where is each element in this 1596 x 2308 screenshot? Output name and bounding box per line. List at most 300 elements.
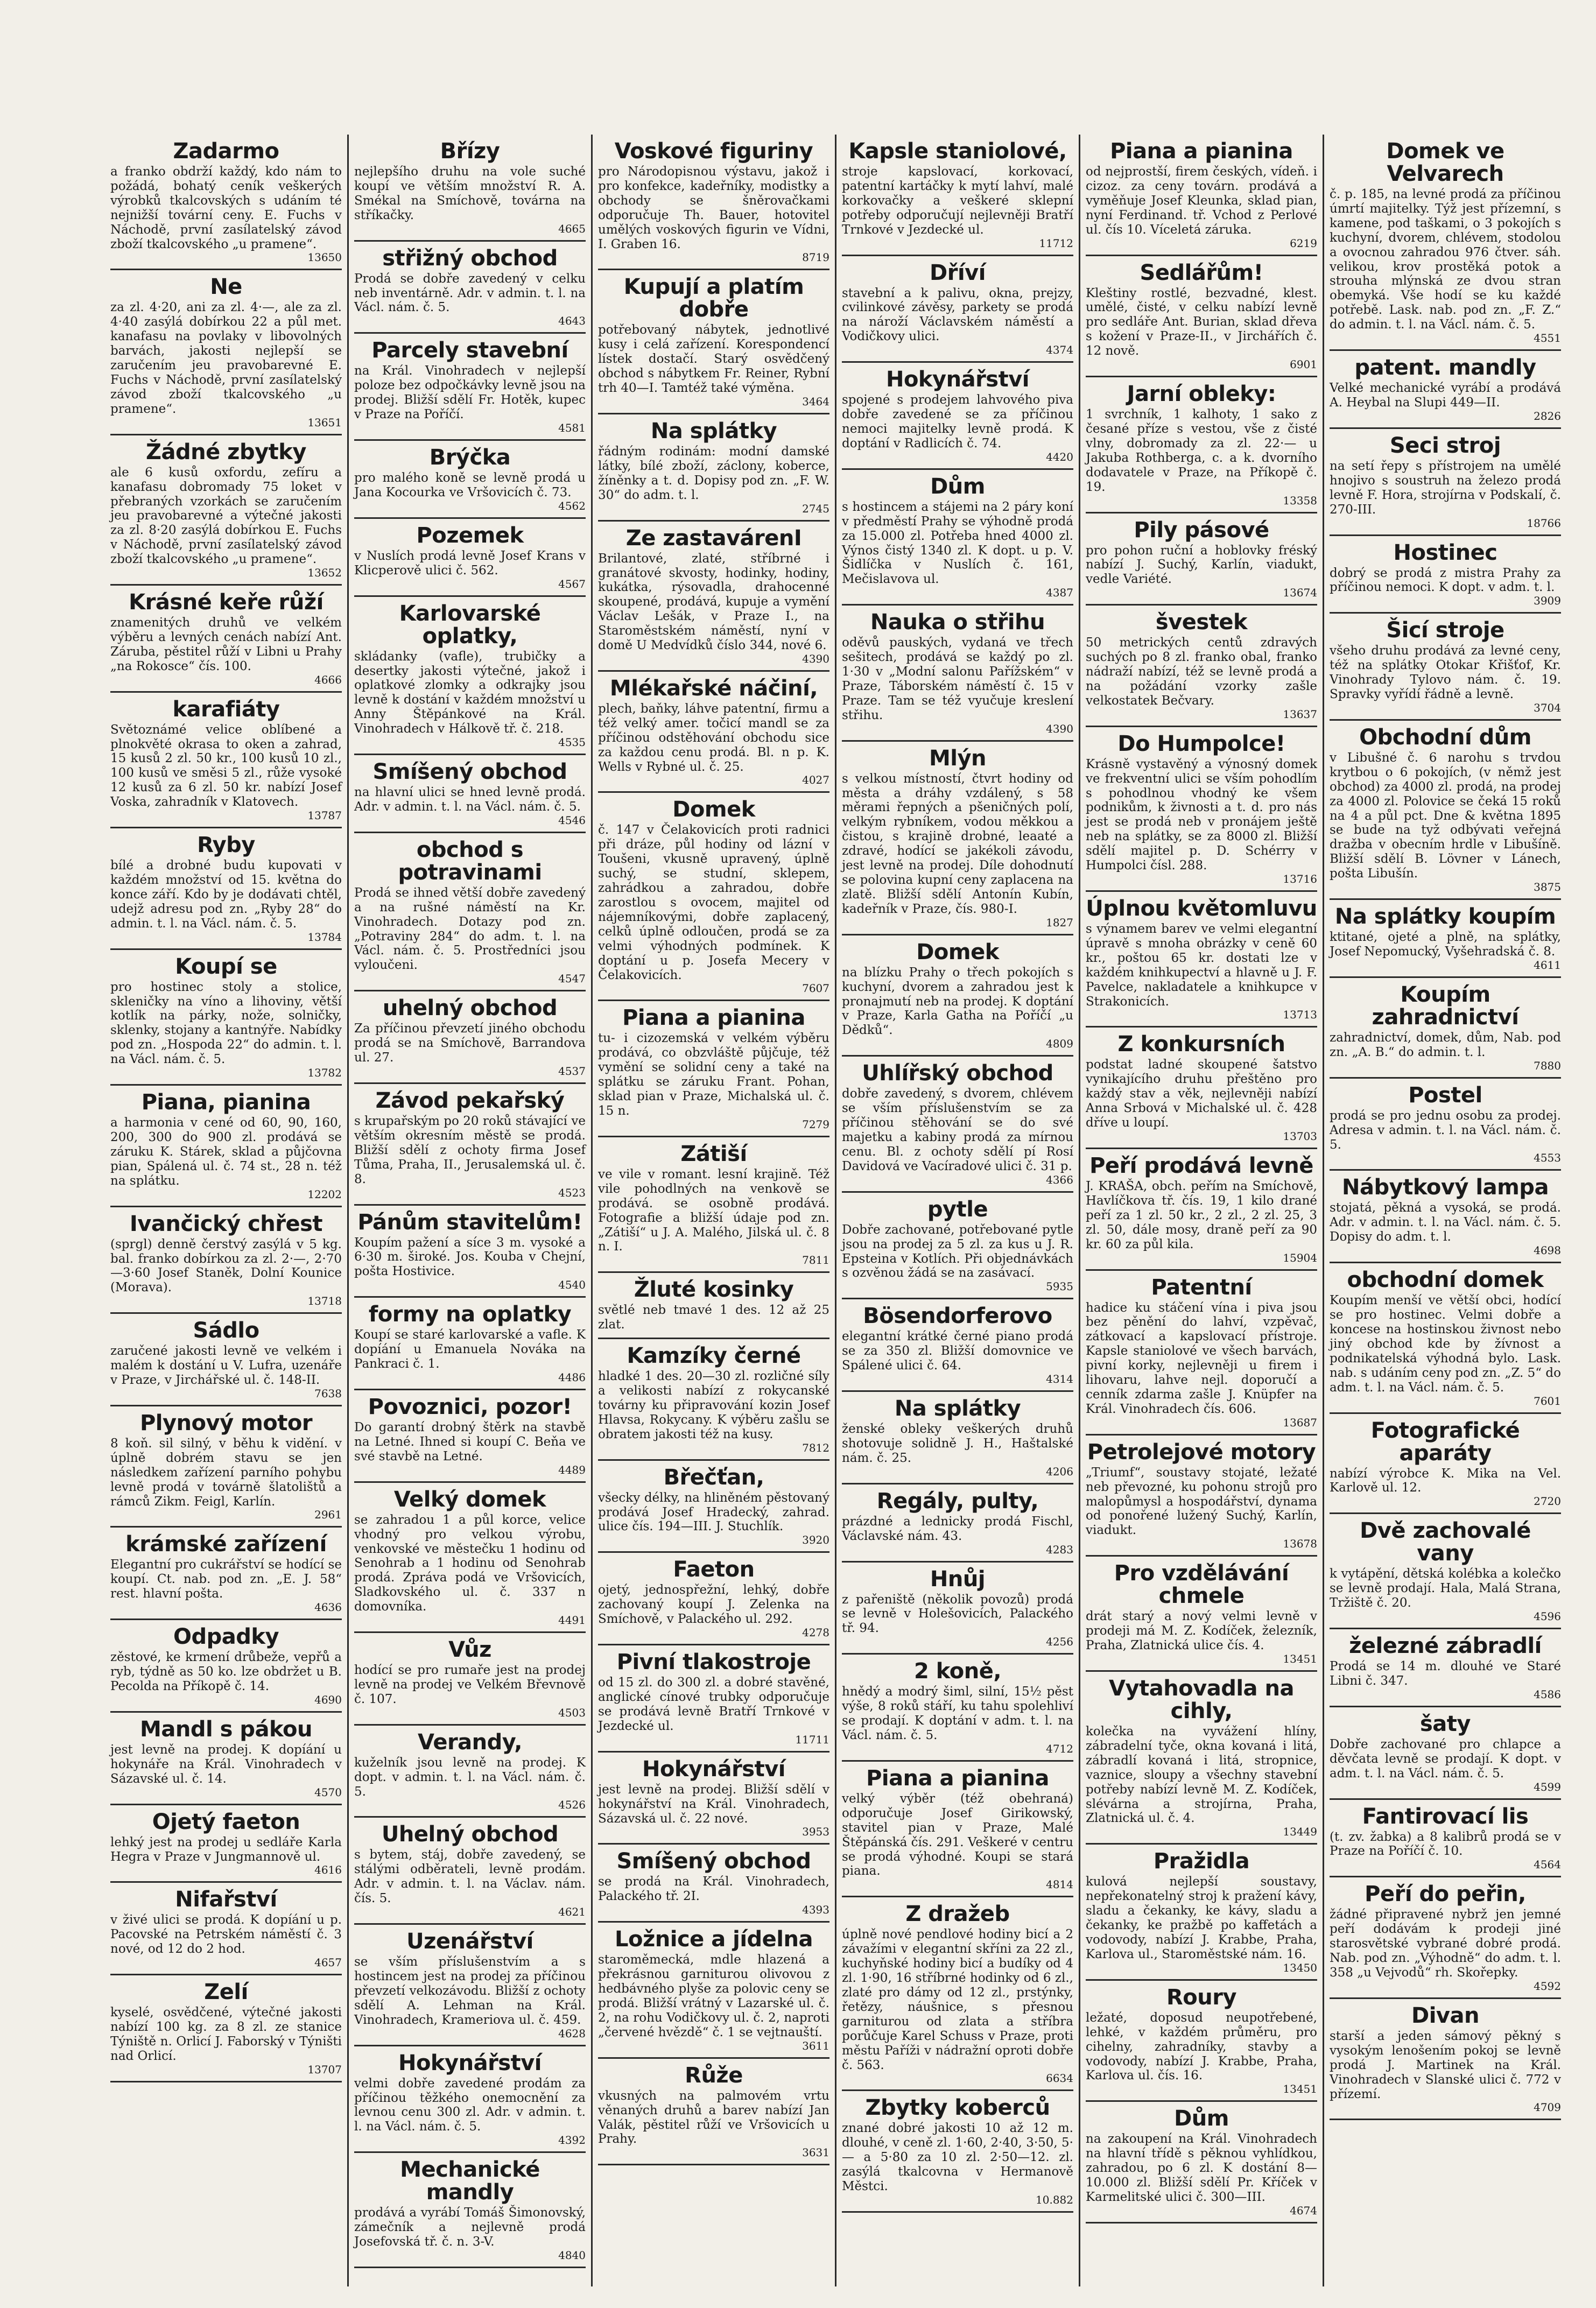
ad-title: Krásné keře růží: [129, 590, 324, 615]
classified-ad: [354, 1818, 586, 1925]
classified-ad: [1086, 606, 1317, 727]
classified-ad: [842, 256, 1073, 363]
ad-title: Roury: [1166, 1985, 1237, 2010]
ad-reference-number: 4283: [1046, 1543, 1073, 1556]
ad-column: [1080, 135, 1324, 2286]
ad-title: Hokynářství: [398, 2050, 542, 2075]
classified-ad: [1086, 2102, 1317, 2223]
ad-text: zahradnictví, domek, dům, Nab. pod zn. „A. B.“ do admin. t. l.: [1330, 1030, 1561, 1059]
ad-title: Nauka o střihu: [870, 610, 1045, 635]
ad-text: v Nuslích prodá levně Josef Krans v Klicperově ulici č. 562.: [354, 548, 586, 578]
ad-reference-number: 4387: [1046, 586, 1073, 600]
classified-ad: [842, 1392, 1073, 1484]
ad-reference-number: 13787: [307, 809, 342, 822]
ad-reference-number: 13674: [1283, 586, 1317, 600]
ad-reference-number: 4581: [558, 421, 586, 434]
ad-reference-number: 4698: [1534, 1244, 1561, 1257]
ad-reference-number: 13651: [307, 416, 342, 429]
ad-reference-number: 4392: [558, 2134, 586, 2147]
ad-reference-number: 13784: [307, 930, 342, 944]
ad-title: Povoznici, pozor!: [368, 1394, 572, 1419]
ad-reference-number: 4027: [802, 773, 829, 787]
ad-reference-number: 3909: [1534, 594, 1561, 608]
ad-reference-number: 13652: [307, 566, 342, 580]
classified-ad: [1330, 1629, 1561, 1707]
ad-title: Uhlířský obchod: [862, 1061, 1053, 1086]
ad-title: Odpadky: [173, 1624, 279, 1650]
classified-ad: [598, 135, 829, 270]
ad-title: Piana a pianina: [622, 1005, 805, 1031]
ad-text: kyselé, osvědčené, výtečné jakosti nabízí 100 kg. za 8 zl. ze stanice Týniště n. Orlicí J. Faborský v Týništi nad Orlicí.: [110, 2006, 342, 2063]
ad-text: prodá se pro jednu osobu za prodej. Adresa v admin. t. l. na Václ. nám. č. 5.: [1330, 1108, 1561, 1152]
ad-reference-number: 4278: [802, 1626, 829, 1639]
ad-title: Bösendorferovo: [863, 1304, 1052, 1329]
ad-text: Prodá se 14 m. dlouhé ve Staré Libni č. 347.: [1330, 1659, 1561, 1688]
ad-reference-number: 4489: [558, 1463, 586, 1476]
classified-ad: [110, 1207, 342, 1314]
ad-text: (t. zv. žabka) a 8 kalibrů prodá se v Praze na Poříčí č. 10.: [1330, 1829, 1561, 1859]
classified-ad: [1330, 1877, 1561, 1999]
ad-title: Nifařství: [175, 1887, 277, 1912]
classified-ad: [110, 1086, 342, 1207]
ad-text: hnědý a modrý šiml, silní, 15½ pěst výše, 8 roků stáří, ku tahu spolehliví se prodají. K doptání v adm. t. l. na Václ. nám. č. 5.: [842, 1685, 1073, 1742]
ad-text: č. p. 185, na levné prodá za příčinou úmrtí majitelky. Týž jest přízemní, s kamene, pod taškami, o 3 pokojích s kuchyní, dvorem, chlévem, stodolou a ovocnou zahradou 976 čtver. sáh. velikou, krov prostěká potok a strouha mlýnská ze dvou stran obemyká. Vše hodí se ku každé potřebě. Lask. nab. pod zn. „F. Z.“ do admin. t. l. na Václ. nám. č. 5.: [1330, 187, 1561, 332]
ad-text: Koupím menší ve větší obci, hodící se pro hostinec. Velmi dobře a koncese na hostinskou živnost nebo jiný obchod kde by žívnost a podnikatelská výhodná bylo. Lask. nab. s udáním ceny pod zn. „Z. 5“ do adm. t. l. na Václ. nám. č. 5.: [1330, 1293, 1561, 1395]
ad-text: Krásně vystavěný a výnosný domek ve frekventní ulici se vším pohodlím s pohodlnou vhodný ke všem podnikům, k živnosti a t. d. pro nás jest se prodá neb v pronájem ještě neb na splátky, se za 8000 zl. Bližší sdělí majitel p. D. Schérry v Humpolci čísl. 288.: [1086, 757, 1317, 873]
ad-text: skládanky (vafle), trubičky a desertky jakosti výtečné, jakož i oplatkové zlomky a odkrajky jsou levně k dostání v každém množství u Anny Štěpánkové na Král. Vinohradech v Hálkově tř. č. 218.: [354, 649, 586, 736]
ad-text: všecky délky, na hliněném pěstovaný prodává Josef Hradecký, zahrad. ulice čís. 194—III. J. Stuchlík.: [598, 1490, 829, 1534]
ad-text: (sprgl) denně čerstvý zasýlá v 5 kg. bal. franko dobírkou za zl. 2·—, 2·70—3·60 Josef Staněk, Dolní Kounice (Morava).: [110, 1237, 342, 1295]
ad-text: se vším příslušenstvím a s hostincem jest na prodej za příčinou převzetí velkozávodu. Bližší z ochoty sdělí A. Lehman na Král. Vinohradech, Krameriova ul. č. 459.: [354, 1955, 586, 2027]
ad-reference-number: 13358: [1283, 494, 1317, 507]
ad-text: Za příčinou převzetí jiného obchodu prodá se na Smíchově, Barrandova ul. 27.: [354, 1022, 586, 1065]
ad-reference-number: 11711: [795, 1733, 829, 1746]
ad-title: Hnůj: [930, 1566, 986, 1592]
ad-reference-number: 4712: [1046, 1742, 1073, 1755]
ad-reference-number: 4535: [558, 736, 586, 749]
ad-reference-number: 4374: [1046, 343, 1073, 357]
classified-ad: [110, 586, 342, 693]
ad-reference-number: 5935: [1046, 1280, 1073, 1293]
ad-reference-number: 13637: [1283, 707, 1317, 721]
ad-title: Šicí stroje: [1386, 618, 1504, 643]
ad-title: Pražidla: [1153, 1849, 1250, 1874]
ad-reference-number: 7880: [1534, 1059, 1561, 1072]
ad-reference-number: 4390: [1046, 722, 1073, 735]
ad-reference-number: 4690: [314, 1693, 342, 1706]
ad-text: spojené s prodejem lahvového piva dobře zavedené se za příčinou nemoci majitelky levně prodá. K doptání v Radlicích č. 74.: [842, 393, 1073, 451]
ad-column: [836, 135, 1080, 2286]
ad-text: Prodá se ihned větší dobře zavedený a na rušné náměstí na Kr. Vinohradech. Dotazy pod zn. „Potraviny 284“ do adm. t. l. na Václ. nám. č. 5. Prostředníci jsou vyloučeni.: [354, 885, 586, 973]
ad-reference-number: 4628: [558, 2026, 586, 2040]
ad-title: Kupují a platím dobře: [623, 275, 804, 322]
ad-title: Regály, pulty,: [876, 1488, 1039, 1514]
ad-title: Voskové figuriny: [614, 139, 813, 164]
ad-reference-number: 4503: [558, 1706, 586, 1719]
ad-title: Fantirovací lis: [1362, 1804, 1529, 1829]
ad-text: zěstové, ke krmení drůbeže, vepřů a ryb, týdně as 50 ko. lze obdržet u B. Pecolda na Příkopě č. 14.: [110, 1650, 342, 1693]
classified-ad: [110, 1805, 342, 1883]
ad-text: ale 6 kusů oxfordu, zefíru a kanafasu dobromady 75 loket v přebraných vzorkách se zaručením jeu pravobarevné a výtečné jakosti za zl. 8·20 zasýlá dobírkou E. Fuchs v Náchodě, první zasílatelský závod zboží tkalcovského „u pramene“.: [110, 465, 342, 567]
classified-ad: [354, 1298, 586, 1390]
classified-ad: [110, 1406, 342, 1528]
ad-text: na setí řepy s přístrojem na umělé hnojivo s soustruh na železo prodá levně F. Hora, strojírna v Podskalí, č. 270-III.: [1330, 459, 1561, 517]
classified-ad: [110, 950, 342, 1086]
ad-text: jest levně na prodej. Bližší sdělí v hokynářství na Král. Vinohradech, Sázavská ul. č. 22 nové.: [598, 1782, 829, 1826]
ad-reference-number: 3631: [802, 2146, 829, 2159]
ad-reference-number: 4551: [1534, 332, 1561, 345]
ad-text: podstat ladné skoupené šatstvo vynikajícího druhu přeštěno pro každý stav a věk, nejlevněji nabízí Anna Srbová v Michalské ul. č. 428 dříve u loupí.: [1086, 1058, 1317, 1130]
ad-reference-number: 4592: [1534, 1979, 1561, 1993]
ad-text: elegantní krátké černé piano prodá se za 350 zl. Bližší domovnice ve Spálené ulici č. 64.: [842, 1329, 1073, 1373]
classified-ad: [842, 1897, 1073, 2091]
ad-title: Zbytky koberců: [865, 2095, 1050, 2121]
ad-reference-number: 4643: [558, 314, 586, 328]
ad-reference-number: 13703: [1283, 1129, 1317, 1143]
classified-ad: [354, 1483, 586, 1633]
classified-ad: [598, 1645, 829, 1753]
ad-text: jest levně na prodej. K dopíání u hokynáře na Král. Vinohradech v Sázavské ul. č. 14.: [110, 1742, 342, 1786]
ad-reference-number: 13687: [1283, 1416, 1317, 1429]
classified-ad: [1086, 727, 1317, 892]
ad-text: od nejprostší, firem českých, vídeň. i cizoz. za ceny továrn. prodává a vyměňuje Josef Kleunka, sklad pian, nyní Ferdinand. tř. Vchod z Perlové ul. čís 10. Víceletá záruka.: [1086, 165, 1317, 237]
ad-text: stojatá, pěkná a vysoká, se prodá. Adr. v admin. t. l. na Václ. nám. č. 5. Dopisy do adm. t. l.: [1330, 1201, 1561, 1244]
classified-ad: [1330, 135, 1561, 351]
ad-title: Parcely stavební: [371, 338, 568, 363]
ad-text: starší a jeden sámový pěkný s vysokým lenošením pokoj se levně prodá J. Martinek na Král. Vinohradech v Slanské ulici č. 772 v přízemí.: [1330, 2029, 1561, 2101]
classified-ad: [354, 334, 586, 441]
ad-title: patent. mandly: [1354, 355, 1536, 381]
ad-title: Z konkursních: [1117, 1032, 1285, 1057]
ad-reference-number: 2720: [1534, 1495, 1561, 1508]
classified-ad: [354, 1206, 586, 1298]
ad-reference-number: 13718: [307, 1294, 342, 1308]
classified-ad: [1330, 900, 1561, 978]
ad-reference-number: 4611: [1534, 958, 1561, 972]
ad-title: Hokynářství: [885, 367, 1030, 392]
ad-title: obchod s potravinami: [398, 837, 542, 885]
ad-text: velký výběr (též obehraná) odporučuje Josef Girikowský, stavitel pian v Praze, Malé Štěpánská čís. 291. Veškeré v centru se prodá výhodné. Koupi se stará piana.: [842, 1791, 1073, 1878]
ad-reference-number: 4616: [314, 1863, 342, 1877]
ad-title: Peří do peřin,: [1365, 1882, 1526, 1907]
ad-title: Brýčka: [429, 445, 511, 470]
ad-title: Pánům stavitelům!: [357, 1209, 582, 1235]
ad-text: hadice ku stáčení vína i piva jsou bez pěnění do lahví, vzpěvač, zátkovací a kapslovací přístroje. Kapsle staniolové ve všech barvách, pivní korky, nejlevněji u firem i lihovaru, lahve nejl. doporučí a cenník zdarma zašle J. Knüpfer na Král. Vinohradech čís. 606.: [1086, 1300, 1317, 1416]
ad-text: ženské obleky veškerých druhů shotovuje solidně J. H., Haštalské nám. č. 25.: [842, 1422, 1073, 1465]
ad-title: Koupí se: [175, 954, 277, 979]
classified-ad: [1330, 1800, 1561, 1878]
ad-title: Úplnou květomluvu: [1086, 896, 1317, 921]
ad-reference-number: 13450: [1283, 1961, 1317, 1974]
classified-ad: [110, 1314, 342, 1406]
ad-reference-number: 4491: [558, 1614, 586, 1627]
ad-title: Žluté kosinky: [634, 1277, 794, 1303]
classified-ad: [354, 441, 586, 519]
ad-title: Domek: [916, 939, 999, 965]
ad-title: Sádlo: [193, 1318, 259, 1343]
classified-ad: [598, 1339, 829, 1461]
ad-reference-number: 15904: [1283, 1251, 1317, 1264]
ad-title: Pozemek: [416, 523, 524, 548]
ad-text: Dobře zachované, potřebované pytle jsou na prodej za 5 zl. za kus u J. R. Epsteina v Kotlích. Při objednávkách s ozvěnou žádá se na zasávací.: [842, 1222, 1073, 1280]
ad-title: Ryby: [197, 833, 255, 858]
classified-ad: [842, 1484, 1073, 1563]
ad-column: [593, 135, 836, 2286]
ad-title: Uhelný obchod: [381, 1822, 559, 1847]
ad-title: Velký domek: [393, 1487, 546, 1512]
classified-ad: [1330, 429, 1561, 536]
classified-ad: [354, 2046, 586, 2154]
ad-text: od 15 zl. do 300 zl. a dobré stavěné, anglické cínové trubky odporučuje se prodává levně Bratří Trnkové v Jezdecké ul.: [598, 1676, 829, 1733]
ad-title: Domek: [672, 797, 755, 822]
ad-reference-number: 4564: [1534, 1858, 1561, 1871]
ad-text: dobře zavedený, s dvorem, chlévem se vším příslušenstvím se za příčinou stěhování se do své majetku a kabiny prodá za mírnou cenu. Bl. z ochoty sdělí pí Rosí Davidová ve Vacíradové ulici č. 31 p.: [842, 1087, 1073, 1173]
classified-ad: [842, 935, 1073, 1057]
ad-title: Ivančický chřest: [129, 1211, 323, 1236]
ad-title: Postel: [1408, 1082, 1482, 1108]
ad-title: Na splátky: [650, 418, 777, 444]
ad-text: ktitané, ojeté a plně, na splátky, Josef Nepomucký, Vyšehradská č. 8.: [1330, 930, 1561, 959]
ad-reference-number: 4537: [558, 1065, 586, 1078]
classified-ad: [354, 242, 586, 334]
classified-ad: [598, 522, 829, 672]
ad-text: Brilantové, zlaté, stříbrné i granátové skvosty, hodinky, hodiny, kukátka, rýsovadla, drahocenné skoupené, prodává, kupuje a vymění Václav Lešák, v Praze I., na Staroměstském náměstí, nyní v domě U Medvídků číslo 344, nové 6.: [598, 551, 829, 653]
classified-ad: [1330, 1999, 1561, 2121]
ad-text: oděvů pauských, vydaná ve třech sešitech, prodává se každý po zl. 1·30 v „Modní salonu Pařížském“ v Praze, Táborském náměstí č. 15 v Praze. Tam se též vyučuje kreslení střihu.: [842, 636, 1073, 722]
ad-reference-number: 13451: [1283, 1652, 1317, 1665]
ad-text: velmi dobře zavedené prodám za příčinou těžkého onemocnění za levnou cenu 300 zl. Adr. v admin. t. l. na Václ. nám. č. 5.: [354, 2076, 586, 2134]
ad-text: J. KRAŠA, obch. peřím na Smíchově, Havlíčkova tř. čís. 19, 1 kilo drané peří za 1 zl. 50 kr., 2 zl., 2 zl. 25, 3 zl. 50, dále mosy, draně peří za 90 kr. 60 za půl kila.: [1086, 1179, 1317, 1251]
ad-text: Koupí se staré karlovarské a vafle. K dopíání u Emanuela Nováka na Pankraci č. 1.: [354, 1328, 586, 1371]
classified-ad: [842, 1762, 1073, 1897]
ad-reference-number: 18766: [1527, 516, 1561, 530]
ad-title: formy na oplatky: [368, 1302, 572, 1327]
ad-text: stavební a k palivu, okna, prejzy, cvilinkové závěsy, parkety se prodá na nároží Václavském náměstí a Vodičkovy ulici.: [842, 286, 1073, 344]
classified-ad: [598, 1137, 829, 1273]
ad-title: 2 koně,: [913, 1659, 1002, 1684]
ad-text: 8 koň. sil silný, v běhu k vidění. v úplně dobrém stavu se jen následkem zařízení parního pohybu levně prodá v továrně šlatolištů a rámců Zikm. Feigl, Karlín.: [110, 1436, 342, 1509]
ad-reference-number: 4540: [558, 1278, 586, 1292]
classified-ad: [110, 1528, 342, 1620]
classified-ad: [1086, 1557, 1317, 1672]
ad-column: [105, 135, 349, 2286]
ad-title: šaty: [1420, 1711, 1471, 1736]
classified-ad: [110, 1620, 342, 1713]
classified-ad: [110, 1975, 342, 2082]
ad-reference-number: 4256: [1046, 1635, 1073, 1649]
classified-ad: [598, 1553, 829, 1645]
classified-ad: [842, 1299, 1073, 1392]
ad-reference-number: 4840: [558, 2248, 586, 2262]
ad-text: pro pohon ruční a hoblovky fréský nabízí J. Suchý, Karlín, viadukt, vedle Variété.: [1086, 543, 1317, 587]
ad-text: s krupařským po 20 roků stávající ve větším okresním městě se prodá. Bližší sdělí z ochoty firma Josef Tůma, Praha, II., Jerusalemská ul. č. 8.: [354, 1114, 586, 1186]
ad-reference-number: 3875: [1534, 881, 1561, 894]
classified-ad: [1330, 1514, 1561, 1629]
ad-text: stroje kapslovací, korkovací, patentní kartáčky k mytí lahví, malé korkovačky a veškeré sklepní potřeby odporučují nejlevněji Bratří Trnkové v Jezdecké ul.: [842, 165, 1073, 237]
ad-reference-number: 4366: [1046, 1173, 1073, 1186]
ad-title: Verandy,: [418, 1729, 522, 1755]
ad-reference-number: 6219: [1290, 236, 1317, 250]
ad-title: Uzenářství: [406, 1929, 533, 1954]
classified-ad: [1330, 1414, 1561, 1515]
ad-title: Domek ve Velvarech: [1386, 139, 1504, 186]
ad-text: Dobře zachované pro chlapce a děvčata levně se prodají. K dopt. v adm. t. l. na Václ. nám. č. 5.: [1330, 1737, 1561, 1781]
ad-text: hodící se pro rumaře jest na prodej levně na prodej ve Velkém Břevnově č. 107.: [354, 1663, 586, 1706]
classified-ad: [1330, 1171, 1561, 1263]
classified-ad: [110, 270, 342, 435]
ad-title: pytle: [927, 1197, 988, 1222]
ad-reference-number: 4547: [558, 972, 586, 986]
ad-title: Ze zastavárenⅠ: [625, 525, 802, 551]
ad-reference-number: 4666: [314, 673, 342, 686]
classified-ad: [1086, 1845, 1317, 1980]
ad-reference-number: 4599: [1534, 1780, 1561, 1793]
ad-title: Na splátky koupím: [1334, 904, 1556, 930]
ad-reference-number: 4390: [802, 652, 829, 665]
ad-reference-number: 7812: [802, 1441, 829, 1454]
ad-column: [349, 135, 593, 2286]
ad-title: Vytahovadla na cihly,: [1109, 1676, 1294, 1723]
ad-text: řádným rodinám: modní damské látky, bílé zboží, záclony, koberce, žíněnky a t. d. Dopisy pod zn. „F. W. 30“ do adm. t. l.: [598, 444, 829, 502]
classified-ad: [1330, 1707, 1561, 1800]
ad-text: „Triumf“, soustavy stojaté, ležaté neb převozné, ku pohonu strojů pro malopůmysl a hospodářství, dynama od ponořené lužený Suchý, Karlín, viadukt.: [1086, 1465, 1317, 1538]
ad-text: Kleštiny rostlé, bezvadné, klest. umělé, čisté, v celku nabízí levně pro sedláře Ant. Burian, sklad dřeva s kožení v Praze-II., v Jirchářích č. 12 nově.: [1086, 286, 1317, 358]
classified-ad: [354, 991, 586, 1084]
ad-text: zaručené jakosti levně ve velkém i malém k dostání u V. Lufra, uzenáře v Praze, v Jirchářské ul. č. 148-II.: [110, 1344, 342, 1388]
ad-text: s bytem, stáj, dobře zavedený, se stálými odběrateli, levně prodám. Adr. v admin. t. l. na Václav. nám. čís. 5.: [354, 1848, 586, 1906]
ad-reference-number: 4526: [558, 1798, 586, 1812]
classified-ad: [598, 2059, 829, 2166]
ad-text: Prodá se dobře zavedený v celku neb inventárně. Adr. v admin. t. l. na Václ. nám. č. 5.: [354, 271, 586, 315]
classified-ad: [1330, 351, 1561, 429]
ad-title: Mlékařské náčiní,: [609, 675, 818, 701]
ad-reference-number: 3704: [1534, 701, 1561, 714]
classified-ad: [354, 833, 586, 991]
ad-text: v Libušné č. 6 narohu s trvdou krytbou o 6 pokojích, (v němž jest obchod) za 4000 zl. prodá, na prodej za 4000 zl. Polovice se čeká 15 roků na 4 a půl pct. Dne & května 1895 se bude na tyž odbývati veřejná dražba v obecním hrdle v Libušíně. Bližší sdělí B. Lövner v Lánech, pošta Libušín.: [1330, 750, 1561, 881]
classified-ad: [354, 1633, 586, 1726]
classified-ad: [1086, 1981, 1317, 2102]
ad-reference-number: 4674: [1290, 2204, 1317, 2217]
classified-ad: [110, 1713, 342, 1805]
ad-reference-number: 4636: [314, 1601, 342, 1614]
ad-title: Dům: [930, 474, 985, 499]
ad-reference-number: 12202: [307, 1187, 342, 1201]
ad-text: ojetý, jednospřežní, lehký, dobře zachovaný koupí J. Zelenka na Smíchově, v Palackého ul. 292.: [598, 1583, 829, 1627]
ad-text: všeho druhu prodává za levné ceny, též na splátky Otokar Křišťof, Kr. Vinohrady Tylovo nám. č. 19. Spravky vyřídí řádně a levně.: [1330, 644, 1561, 702]
ad-reference-number: 4814: [1046, 1878, 1073, 1891]
ad-text: bílé a drobné budu kupovati v každém množství od 15. května do konce září. Kdo by je dodávati chtěl, udejž adresu pod zn. „Ryby 28“ do admin. t. l. na Václ. nám. č. 5.: [110, 859, 342, 931]
ad-title: Fotografické aparáty: [1370, 1418, 1520, 1466]
classified-ad: [842, 1655, 1073, 1762]
ad-title: Obchodní dům: [1359, 724, 1531, 750]
ad-reference-number: 2826: [1534, 409, 1561, 423]
ad-text: lehký jest na prodej u sedláře Karla Hegra v Praze v Jungmannově ul.: [110, 1835, 342, 1864]
ad-title: Plynový motor: [139, 1410, 313, 1436]
ad-text: Elegantní pro cukrářství se hodící se koupí. Ct. nab. pod zn. „E. J. 58“ rest. hlavní pošta.: [110, 1558, 342, 1601]
classified-ad: [598, 270, 829, 414]
classified-ad: [598, 793, 829, 1001]
ad-text: s velkou místností, čtvrt hodiny od města a dráhy vzdálený, s 58 měrami řepných a pšeničných polí, velkým rybníkem, vodou měkkou a čistou, s krajině drobné, leaaté a zdravé, hodící se jakékoli závodu, jest levně na prodej. Díle dohodnutí se polovina kupní ceny zaplacena na zlatě. Bližší sdělí Antonín Kubín, kadeřník v Praze, čís. 980-I.: [842, 771, 1073, 916]
ad-text: nejlepšího druhu na vole suché koupí ve větším množství R. A. Smékal na Smíchově, továrna na stříkačky.: [354, 165, 586, 222]
ad-title: Pivní tlakostroje: [616, 1650, 811, 1675]
ad-title: Vůz: [448, 1637, 491, 1663]
ad-title: Břečťan,: [663, 1465, 764, 1490]
ad-title: Žádné zbytky: [146, 439, 306, 465]
ad-title: Smíšený obchod: [616, 1849, 811, 1874]
ad-reference-number: 7607: [802, 982, 829, 995]
ad-reference-number: 4420: [1046, 450, 1073, 463]
ad-reference-number: 4393: [802, 1903, 829, 1917]
ad-text: ve vile v romant. lesní krajině. Též vile pohodlných na venkově se prodává. se osobně prodává. Fotografie a bližší údaje pod zn. „Zátiší“ u J. A. Malého, Jilská ul. č. 8 n. I.: [598, 1167, 829, 1254]
ad-title: Břízy: [440, 139, 500, 164]
classified-ad: [842, 1193, 1073, 1300]
ad-title: Petrolejové motory: [1087, 1439, 1316, 1465]
ad-text: s výnamem barev ve velmi elegantní úpravě s mnoha obrázky v ceně 60 kr., poštou 65 kr. dostati lze v každém knihkupectví a hlavně u J. F. Pavelce, nakladatele a knihkupce v Strakonicích.: [1086, 922, 1317, 1009]
ad-reference-number: 13707: [307, 2063, 342, 2076]
classified-ad: [1086, 1271, 1317, 1436]
ad-title: Patentní: [1151, 1275, 1252, 1300]
ad-reference-number: 4206: [1046, 1465, 1073, 1478]
classified-ad: [110, 1883, 342, 1975]
classified-ad: [1086, 377, 1317, 513]
ad-reference-number: 13650: [307, 251, 342, 264]
ad-reference-number: 10.882: [1036, 2193, 1073, 2206]
classified-ad: [110, 693, 342, 828]
classified-ad: [354, 135, 586, 242]
ad-text: tu- i cizozemská v velkém výběru prodává, co obzvláště půjčuje, též vymění se solidní ceny a také na splátku se záruku Frant. Pohan, sklad pian v Praze, Michalská ul. č. 15 n.: [598, 1031, 829, 1118]
classified-ad: [354, 1390, 586, 1483]
classified-ad: [598, 1273, 829, 1339]
ad-reference-number: 3611: [802, 2039, 829, 2052]
classified-ad: [1086, 513, 1317, 606]
ad-reference-number: 4657: [314, 1956, 342, 1969]
ad-title: Divan: [1411, 2003, 1479, 2028]
ad-title: Peří prodává levně: [1089, 1153, 1313, 1178]
ad-title: Zelí: [204, 1980, 248, 2005]
ad-title: Ne: [210, 275, 242, 300]
ad-reference-number: 11712: [1039, 236, 1073, 250]
ad-text: na Král. Vinohradech v nejlepší poloze bez odpočkávky levně jsou na prodej. Bližší sdělí Fr. Hotěk, kupec v Praze na Poříčí.: [354, 364, 586, 422]
classified-ad: [842, 2091, 1073, 2213]
ad-text: pro malého koně se levně prodá u Jana Kocourka ve Vršovicích č. 73.: [354, 470, 586, 499]
ad-reference-number: 3920: [802, 1533, 829, 1547]
ad-reference-number: 3464: [802, 395, 829, 408]
classified-ad: [1086, 1436, 1317, 1557]
ad-reference-number: 13451: [1283, 2082, 1317, 2096]
ad-reference-number: 7279: [802, 1117, 829, 1131]
ad-text: kulová nejlepší soustavy, nepřekonatelný stroj k pražení kávy, sladu a čekanky, ke kávy, sladu a čekanky, ke pražbě po kaffetách a vodovody, nabízí J. Krabbe, Praha, Karlova ul., Staroměstské nám. 16.: [1086, 1875, 1317, 1961]
ad-text: hladké 1 des. 20—30 zl. rozličné síly a velikosti nabízí z rokycanské továrny ku připravování kozin Josef Hlavsa, Rokycany. K výběru zašlu se obratem jakosti též na kusy.: [598, 1369, 829, 1441]
ad-text: dobrý se prodá z mistra Prahy za příčinou nemoci. K dopt. v adm. t. l.: [1330, 566, 1561, 595]
ad-title: Ložnice a jídelna: [615, 1927, 813, 1952]
ad-reference-number: 7811: [802, 1254, 829, 1267]
classified-ad: [1330, 721, 1561, 900]
ad-reference-number: 4621: [558, 1905, 586, 1919]
classified-ad: [842, 1057, 1073, 1192]
ad-text: 50 metrických centů zdravých suchých po 8 zl. franko obal, franko nádraží nabízí, též se levně prodá a na požádání vzorky zašle velkostatek Bečvary.: [1086, 636, 1317, 708]
ad-title: uhelný obchod: [382, 996, 558, 1021]
ad-text: za zl. 4·20, ani za zl. 4·—, ale za zl. 4·40 zasýlá dobírkou 22 a půl met. kanafasu na povlaky v libovolných barvách, jakosti nejlepší se zaručením jeu pravobarevné E. Fuchs v Náchodě, první zasílatelský závod zboží tkalcovského „u pramene“.: [110, 300, 342, 416]
classified-ad: [110, 435, 342, 586]
classified-ad: [354, 2153, 586, 2268]
ad-reference-number: 13449: [1283, 1825, 1317, 1839]
ad-text: prázdné a lednicky prodá Fischl, Václavské nám. 43.: [842, 1514, 1073, 1543]
classified-ad: [354, 597, 586, 755]
ad-text: Velké mechanické vyrábí a prodává A. Heybal na Slupi 449—II.: [1330, 381, 1561, 410]
ad-text: drát starý a nový velmi levně v prodeji má M. Z. Kodíček, železník, Praha, Zlatnická ulice čís. 4.: [1086, 1609, 1317, 1653]
ad-reference-number: 4562: [558, 499, 586, 512]
ad-text: pro hostinec stoly a stolice, skleničky na víno a lihoviny, větší kotlík na párky, nože, solničky, sklenky, stojany a kantnýře. Nabídky pod zn. „Hospoda 22“ do admin. t. l. na Václ. nám. č. 5.: [110, 980, 342, 1067]
